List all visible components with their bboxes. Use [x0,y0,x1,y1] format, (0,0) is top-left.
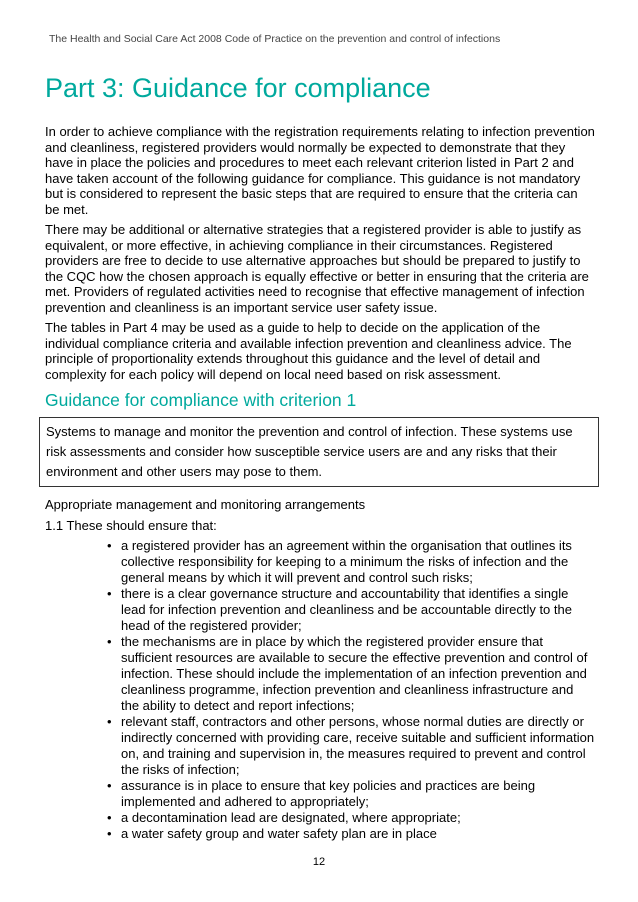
running-header: The Health and Social Care Act 2008 Code of Practice on the prevention and control of infections [49,33,501,45]
list-item [107,826,595,842]
bullet-icon: • [107,634,112,649]
list-item-text: relevant staff, contractors and other persons, whose normal duties are directly or indirectly concerned with providing care, receive suitable and sufficient information on, and training and supervision in, the measures required to prevent and control the risks of infection; [121,714,595,777]
list-item [107,586,595,634]
intro-paragraph-2: There may be additional or alternative strategies that a registered provider is able to justify as equivalent, or more effective, in achieving compliance in their circumstances. Registered providers are free to decide to use alternative approaches but should be prepared to justify to the CQC how the chosen approach is equally effective or better in ensuring that the criteria are met. Providers of regulated activities need to recognise that effective management of infection prevention and cleanliness is an important service user safety issue. [45,222,589,315]
subheading: Appropriate management and monitoring arrangements [45,497,366,512]
list-item [107,714,595,778]
list-item-text: there is a clear governance structure and accountability that identifies a single lead for infection prevention and cleanliness and be accountable directly to the head of the registered provider; [121,586,572,633]
bullet-icon: • [107,778,112,793]
list-item-text: the mechanisms are in place by which the registered provider ensure that sufficient resources are available to secure the effective prevention and control of infection. These should include the implementation of an infection prevention and cleanliness programme, infection prevention and cleanliness infrastructure and the ability to detect and report infections; [121,634,588,713]
bullet-list [45,538,595,842]
criterion-box: Systems to manage and monitor the prevention and control of infection. These systems use risk assessments and consider how susceptible service users are and any risks that their environment and other users may pose to them. [39,417,599,487]
list-item-text: a water safety group and water safety plan are in place [121,826,437,841]
bullet-icon: • [107,538,112,553]
list-item [107,634,595,714]
bullet-icon: • [107,586,112,601]
list-item-text: assurance is in place to ensure that key policies and practices are being implemented and adhered to appropriately; [121,778,536,809]
intro-paragraph-3: The tables in Part 4 may be used as a guide to help to decide on the application of the individual compliance criteria and available infection prevention and cleanliness advice. The principle of proportionality extends throughout this guidance and the level of detail and complexity for each policy will depend on local need based on risk assessment. [45,320,572,382]
list-item [107,538,595,586]
list-item-text: a registered provider has an agreement within the organisation that outlines its collective responsibility for keeping to a minimum the risks of infection and the general means by which it will prevent and control such risks; [121,538,572,585]
clause-intro: 1.1 These should ensure that: [45,517,217,533]
section-heading: Guidance for compliance with criterion 1 [45,390,357,410]
list-item-text: a decontamination lead are designated, where appropriate; [121,810,461,825]
page-content [45,124,595,842]
page-title: Part 3: Guidance for compliance [45,73,431,103]
page-number: 12 [312,856,326,868]
bullet-icon: • [107,714,112,729]
list-item [107,810,595,826]
list-item [107,778,595,810]
intro-paragraph-1: In order to achieve compliance with the registration requirements relating to infection prevention and cleanliness, registered providers would normally be expected to demonstrate that they have in place the policies and procedures to meet each relevant criterion listed in Part 2 and have taken account of the following guidance for compliance. This guidance is not mandatory but is considered to represent the basic steps that are required to ensure that the criteria can be met. [45,124,595,217]
bullet-icon: • [107,810,112,825]
bullet-icon: • [107,826,112,841]
